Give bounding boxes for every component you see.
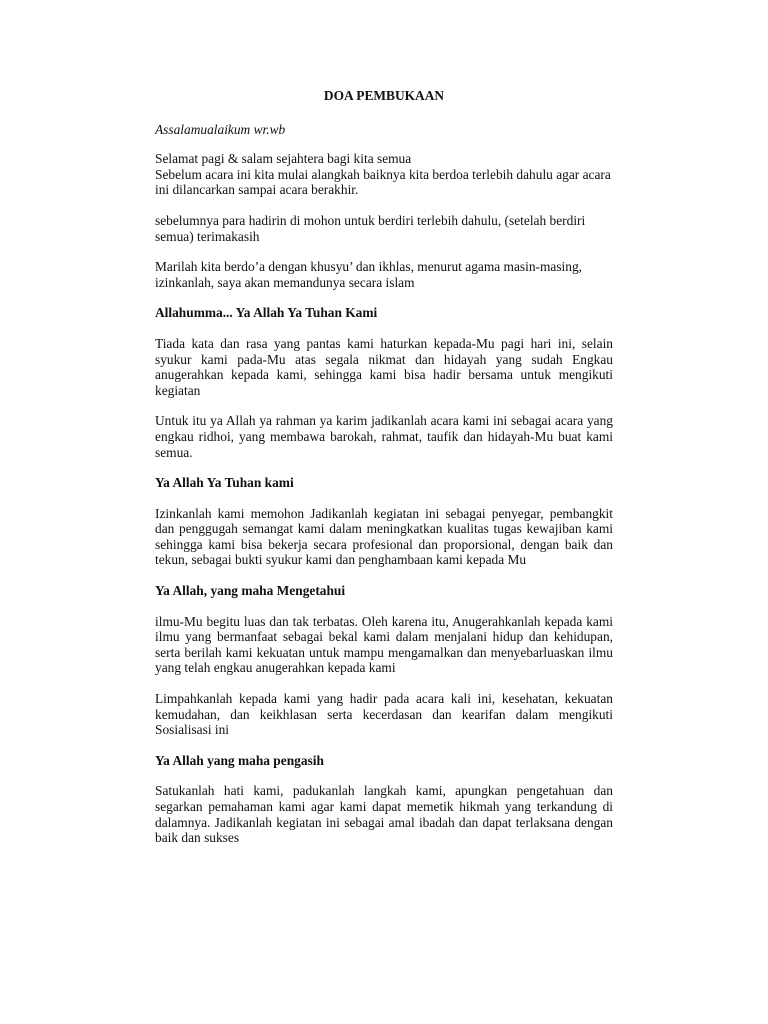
section-4-paragraph-1: Satukanlah hati kami, padukanlah langkah kami, apungkan pengetahuan dan segarkan pemahaman kami agar kami dapat memetik hikmah yang terkandung di dalamnya. Jadikanlah kegiatan ini sebagai amal ibadah dan dapat terlaksana dengan baik dan sukses (155, 783, 613, 846)
section-2-heading: Ya Allah Ya Tuhan kami (155, 475, 294, 491)
stand-request-paragraph: sebelumnya para hadirin di mohon untuk berdiri terlebih dahulu, (setelah berdiri semua) terimakasih (155, 212, 586, 244)
intro-line-2: Sebelum acara ini kita mulai alangkah baiknya kita berdoa terlebih dahulu agar acara ini dilancarkan sampai acara berakhir. (155, 166, 611, 198)
intro-paragraph (155, 151, 613, 198)
document-title: DOA PEMBUKAAN (323, 88, 445, 103)
section-1-paragraph-2: Untuk itu ya Allah ya rahman ya karim jadikanlah acara kami ini sebagai acara yang engkau ridhoi, yang membawa barokah, rahmat, taufik dan hidayah-Mu buat kami semua. (155, 413, 613, 460)
greeting: Assalamualaikum wr.wb (155, 121, 286, 137)
section-2-paragraph-1: Izinkanlah kami memohon Jadikanlah kegiatan ini sebagai penyegar, pembangkit dan penggugah semangat kami dalam meningkatkan kualitas tugas kewajiban kami sehingga kami bisa bekerja secara profesional dan proporsional, dengan baik dan tekun, sebagai bukti syukur kami dan penghambaan kami kepada Mu (155, 505, 613, 568)
section-3-paragraph-1: ilmu-Mu begitu luas dan tak terbatas. Oleh karena itu, Anugerahkanlah kepada kami ilmu yang bermanfaat sebagai bekal kami dalam menjalani hidup dan kehidupan, serta berilah kami kekuatan untuk mampu mengamalkan dan menyebarluaskan ilmu yang telah engkau anugerahkan kepada kami (155, 613, 613, 676)
document-page (155, 88, 613, 861)
section-1-paragraph-1: Tiada kata dan rasa yang pantas kami haturkan kepada-Mu pagi hari ini, selain syukur kami pada-Mu atas segala nikmat dan hidayah yang sudah Engkau anugerahkan kepada kami, sehingga kami bisa hadir bersama untuk mengikuti kegiatan (155, 335, 613, 398)
invitation-paragraph: Marilah kita berdo’a dengan khusyu’ dan ikhlas, menurut agama masin-masing, izinkanlah, saya akan memandunya secara islam (155, 259, 583, 290)
section-3-heading: Ya Allah, yang maha Mengetahui (155, 583, 346, 599)
section-1-heading: Allahumma... Ya Allah Ya Tuhan Kami (155, 305, 378, 321)
section-4-heading: Ya Allah yang maha pengasih (155, 752, 324, 768)
intro-line-1: Selamat pagi & salam sejahtera bagi kita semua (155, 151, 412, 167)
section-3-paragraph-2: Limpahkanlah kepada kami yang hadir pada acara kali ini, kesehatan, kekuatan kemudahan, dan keikhlasan serta kecerdasan dan kearifan dalam mengikuti Sosialisasi ini (155, 691, 613, 738)
